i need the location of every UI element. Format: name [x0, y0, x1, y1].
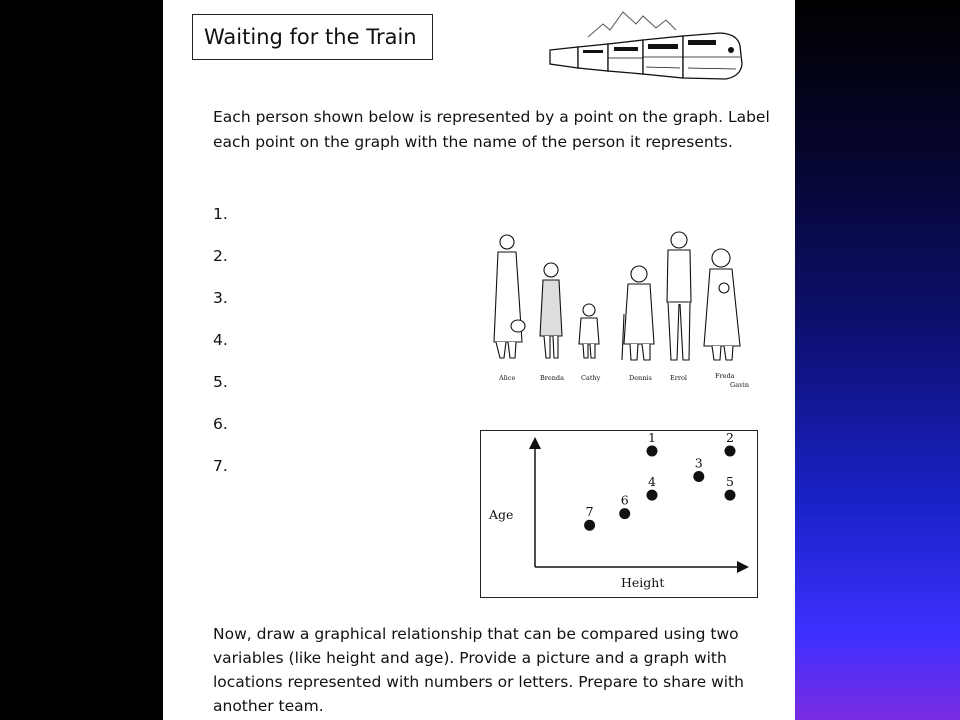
data-point-label-1: 1 — [648, 431, 656, 445]
worksheet — [163, 0, 795, 720]
person-dennis — [622, 266, 654, 360]
name-dennis: Dennis — [629, 374, 652, 382]
y-axis-label: Age — [489, 507, 514, 522]
data-point-label-2: 2 — [726, 431, 734, 445]
name-brenda: Brenda — [540, 374, 564, 382]
name-errol: Errol — [670, 374, 687, 382]
x-axis-label: Height — [621, 575, 665, 590]
worksheet-title: Waiting for the Train — [192, 14, 433, 60]
footer-instructions: Now, draw a graphical relationship that can be compared using two variables (like height and age). Provide a picture and a graph with locations represented with numbers or letters. Prepare to share with another team. — [213, 625, 744, 715]
blank-3: 3. — [213, 289, 228, 307]
data-point-label-7: 7 — [585, 504, 594, 520]
data-point-5 — [725, 490, 736, 501]
name-cathy: Cathy — [581, 374, 601, 382]
data-point-label-5: 5 — [726, 474, 734, 490]
data-point-label-4: 4 — [648, 474, 656, 490]
name-gavin: Gavin — [730, 381, 750, 389]
person-cathy — [579, 304, 599, 358]
data-point-1 — [647, 446, 658, 457]
train-illustration — [548, 2, 748, 84]
data-point-label-6: 6 — [620, 492, 629, 508]
answer-blanks — [213, 202, 228, 496]
blank-1: 1. — [213, 205, 228, 223]
people-illustration — [478, 224, 758, 394]
scatter-plot — [481, 431, 756, 596]
data-point-4 — [647, 490, 658, 501]
right-gradient-background — [795, 0, 960, 720]
blank-7: 7. — [213, 457, 228, 475]
person-brenda — [540, 263, 562, 358]
data-point-3 — [693, 471, 704, 482]
left-background — [0, 0, 163, 720]
blank-4: 4. — [213, 331, 228, 349]
scatter-graph — [480, 430, 758, 598]
name-freda: Freda — [715, 372, 735, 380]
person-alice — [494, 235, 525, 358]
blank-2: 2. — [213, 247, 228, 265]
person-errol — [667, 232, 691, 360]
data-point-label-3: 3 — [694, 455, 703, 471]
data-point-6 — [619, 508, 630, 519]
name-alice: Alice — [499, 374, 516, 382]
instructions-text: Each person shown below is represented by a point on the graph. Label each point on the graph with the name of the person it represents. — [213, 108, 770, 151]
data-point-7 — [584, 520, 595, 531]
data-point-2 — [725, 446, 736, 457]
person-freda — [704, 249, 740, 360]
blank-6: 6. — [213, 415, 228, 433]
blank-5: 5. — [213, 373, 228, 391]
